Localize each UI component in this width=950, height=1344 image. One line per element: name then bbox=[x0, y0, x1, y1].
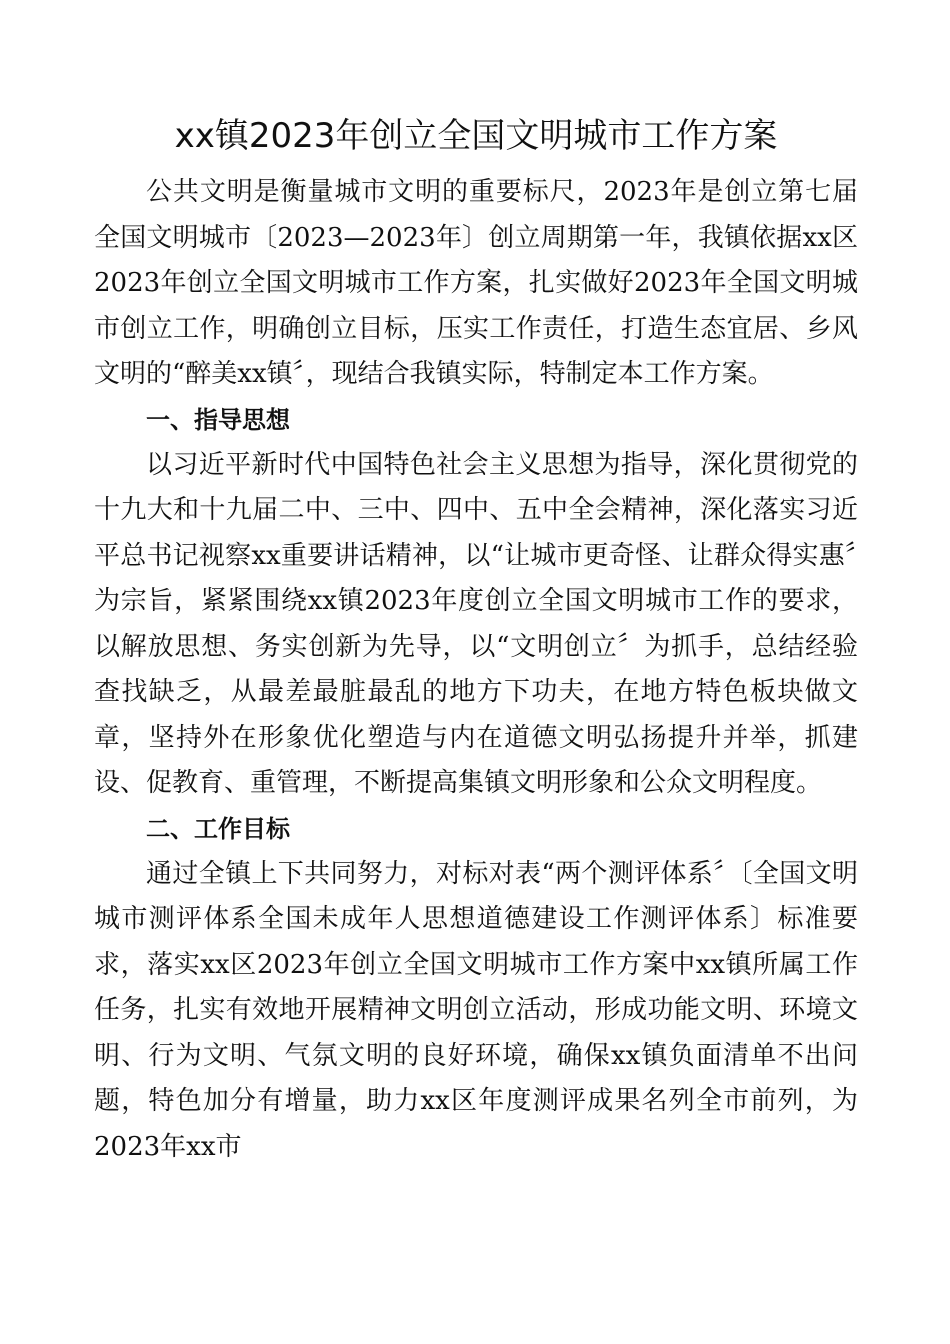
section-heading-guiding-ideology: 一、指导思想 bbox=[146, 405, 290, 434]
section-heading-work-goals: 二、工作目标 bbox=[146, 814, 290, 843]
section-body-work-goals: 通过全镇上下共同努力，对标对表“两个测评体系〞〔全国文明城市测评体系全国未成年人思想道德建设工作测评体系〕标准要求，落实xx区2023年创立全国文明城市工作方案中xx镇所属工作任务，扎实有效地开展精神文明创立活动，形成功能文明、环境文明、行为文明、气氛文明的良好环境，确保xx镇负面清单不出问题，特色加分有增量，助力xx区年度测评成果名列全市前列，为2023年xx市 bbox=[94, 858, 858, 1162]
document-page bbox=[94, 108, 858, 1170]
intro-paragraph: 公共文明是衡量城市文明的重要标尺，2023年是创立第七届全国文明城市〔2023—2023年〕创立周期第一年，我镇依据xx区2023年创立全国文明城市工作方案，扎实做好2023年全国文明城市创立工作，明确创立目标，压实工作责任，打造生态宜居、乡风文明的“醉美xx镇〞，现结合我镇实际，特制定本工作方案。 bbox=[94, 177, 858, 389]
document-title: xx镇2023年创立全国文明城市工作方案 bbox=[174, 116, 778, 156]
section-body-guiding-ideology: 以习近平新时代中国特色社会主义思想为指导，深化贯彻党的十九大和十九届二中、三中、四中、五中全会精神，深化落实习近平总书记视察xx重要讲话精神，以“让城市更奇怪、让群众得实惠〞为宗旨，紧紧围绕xx镇2023年度创立全国文明城市工作的要求，以解放思想、务实创新为先导，以“文明创立〞为抓手，总结经验查找缺乏，从最差最脏最乱的地方下功夫，在地方特色板块做文章，坚持外在形象优化塑造与内在道德文明弘扬提升并举，抓建设、促教育、重管理，不断提高集镇文明形象和公众文明程度。 bbox=[94, 449, 858, 798]
